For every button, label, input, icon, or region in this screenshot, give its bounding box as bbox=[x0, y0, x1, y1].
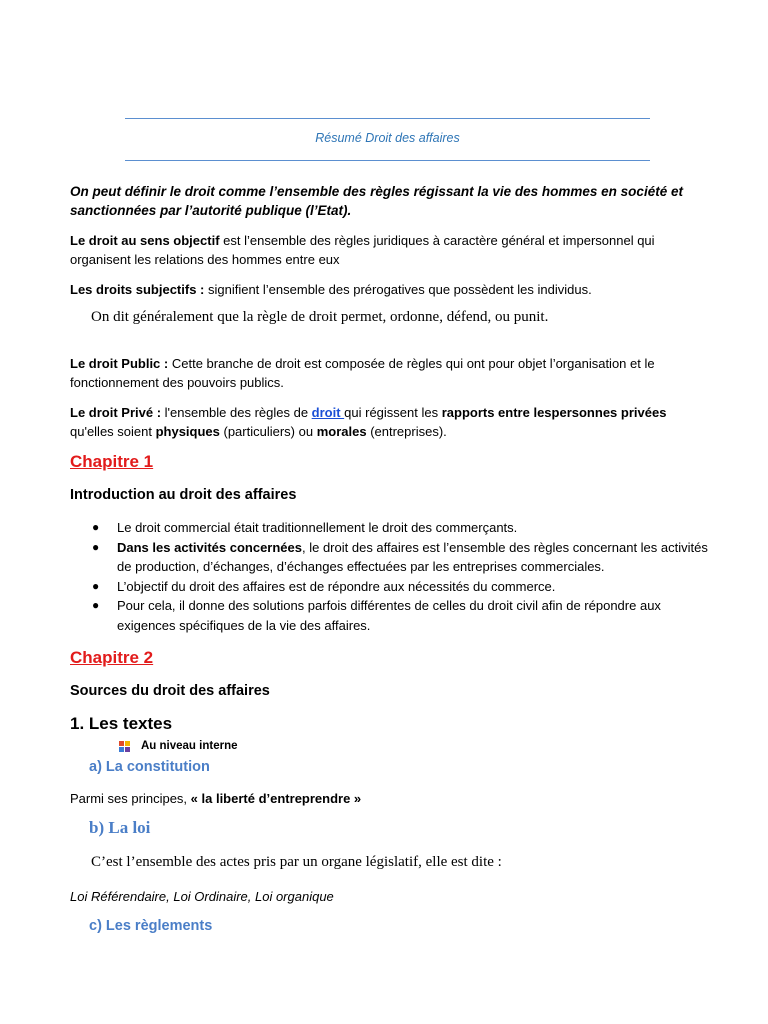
header-top-rule bbox=[125, 118, 650, 119]
bullet-icon: ● bbox=[92, 598, 100, 612]
public-paragraph bbox=[70, 354, 706, 392]
chapitre-1-heading: Chapitre 1 bbox=[70, 452, 154, 471]
prive-paragraph bbox=[70, 403, 706, 441]
bullet-text: Pour cela, il donne des solutions parfois différentes de celles du droit civil afin de répondre aux exigences spécifiques de la vie des affaires. bbox=[117, 598, 661, 633]
subjectifs-paragraph bbox=[70, 280, 706, 299]
public-term: Le droit Public : bbox=[70, 356, 169, 371]
prive-text-1: l'ensemble des règles de bbox=[161, 405, 312, 420]
objectif-text: est l’ensemble des règles juridiques à caractère général et impersonnel qui organisent les relations des hommes entre eux bbox=[70, 233, 655, 267]
prive-bold-3: morales bbox=[316, 424, 367, 439]
constitution-heading: a) La constitution bbox=[89, 759, 210, 775]
loi-heading: b) La loi bbox=[89, 818, 151, 837]
objectif-term: Le droit au sens objectif bbox=[70, 233, 220, 248]
objectif-paragraph bbox=[70, 231, 706, 269]
reglements-heading: c) Les règlements bbox=[89, 918, 213, 934]
page-title: Résumé Droit des affaires bbox=[315, 131, 460, 145]
chapitre-2-heading: Chapitre 2 bbox=[70, 648, 154, 667]
subjectifs-text: signifient l’ensemble des prérogatives que possèdent les individus. bbox=[204, 282, 592, 297]
public-text: Cette branche de droit est composée de règles qui ont pour objet l’organisation et le fonctionnement des pouvoirs publics. bbox=[70, 356, 655, 390]
definition-paragraph: On peut définir le droit comme l’ensemble des règles régissant la vie des hommes en société et sanctionnées par l’autorité publique (l’Etat). bbox=[70, 184, 683, 218]
bullet-text: , le droit des affaires est l’ensemble des règles concernant les activités de production, d’échanges, d’échanges effectuées par les entreprises commerciales. bbox=[117, 539, 708, 574]
subjectifs-term: Les droits subjectifs : bbox=[70, 282, 205, 297]
bullet-icon: ● bbox=[92, 520, 100, 534]
header-bottom-rule bbox=[125, 160, 650, 161]
bullet-icon: ● bbox=[92, 578, 100, 593]
list-item bbox=[92, 596, 712, 635]
loi-paragraph: C’est l’ensemble des actes pris par un organe législatif, elle est dite : bbox=[91, 854, 502, 870]
bullet-text: Le droit commercial était traditionnellement le droit des commerçants. bbox=[117, 520, 518, 535]
niveau-interne-label: Au niveau interne bbox=[141, 740, 238, 752]
prive-text-3: qu'elles soient bbox=[70, 424, 156, 439]
section-les-textes: 1. Les textes bbox=[70, 714, 173, 733]
chapitre-1-bullet-list bbox=[92, 518, 712, 635]
prive-term: Le droit Privé : bbox=[70, 405, 162, 420]
prive-bold-1: rapports entre lespersonnes privées bbox=[441, 405, 667, 420]
bullet-text: L’objectif du droit des affaires est de répondre aux nécessités du commerce. bbox=[117, 578, 556, 594]
list-item bbox=[92, 577, 712, 597]
prive-text-5: (entreprises). bbox=[366, 424, 447, 439]
list-item bbox=[92, 538, 712, 577]
chapitre-2-subtitle: Sources du droit des affaires bbox=[70, 683, 270, 699]
bullet-bold-text: Dans les activités concernées bbox=[117, 539, 302, 555]
constitution-text: Parmi ses principes, bbox=[70, 791, 191, 806]
chapitre-1-subtitle: Introduction au droit des affaires bbox=[70, 487, 297, 503]
lois-list: Loi Référendaire, Loi Ordinaire, Loi organique bbox=[70, 889, 334, 904]
droit-link[interactable]: droit bbox=[311, 405, 345, 420]
bullet-icon: ● bbox=[92, 539, 100, 554]
flag-bullet-icon bbox=[118, 740, 131, 753]
constitution-bold: « la liberté d’entreprendre » bbox=[190, 791, 362, 806]
prive-text-4: (particuliers) ou bbox=[219, 424, 317, 439]
prive-bold-2: physiques bbox=[155, 424, 220, 439]
regle-paragraph: On dit généralement que la règle de droit permet, ordonne, défend, ou punit. bbox=[91, 309, 549, 325]
prive-text-2: qui régissent les bbox=[344, 405, 442, 420]
list-item bbox=[92, 518, 712, 538]
constitution-paragraph bbox=[70, 789, 706, 808]
